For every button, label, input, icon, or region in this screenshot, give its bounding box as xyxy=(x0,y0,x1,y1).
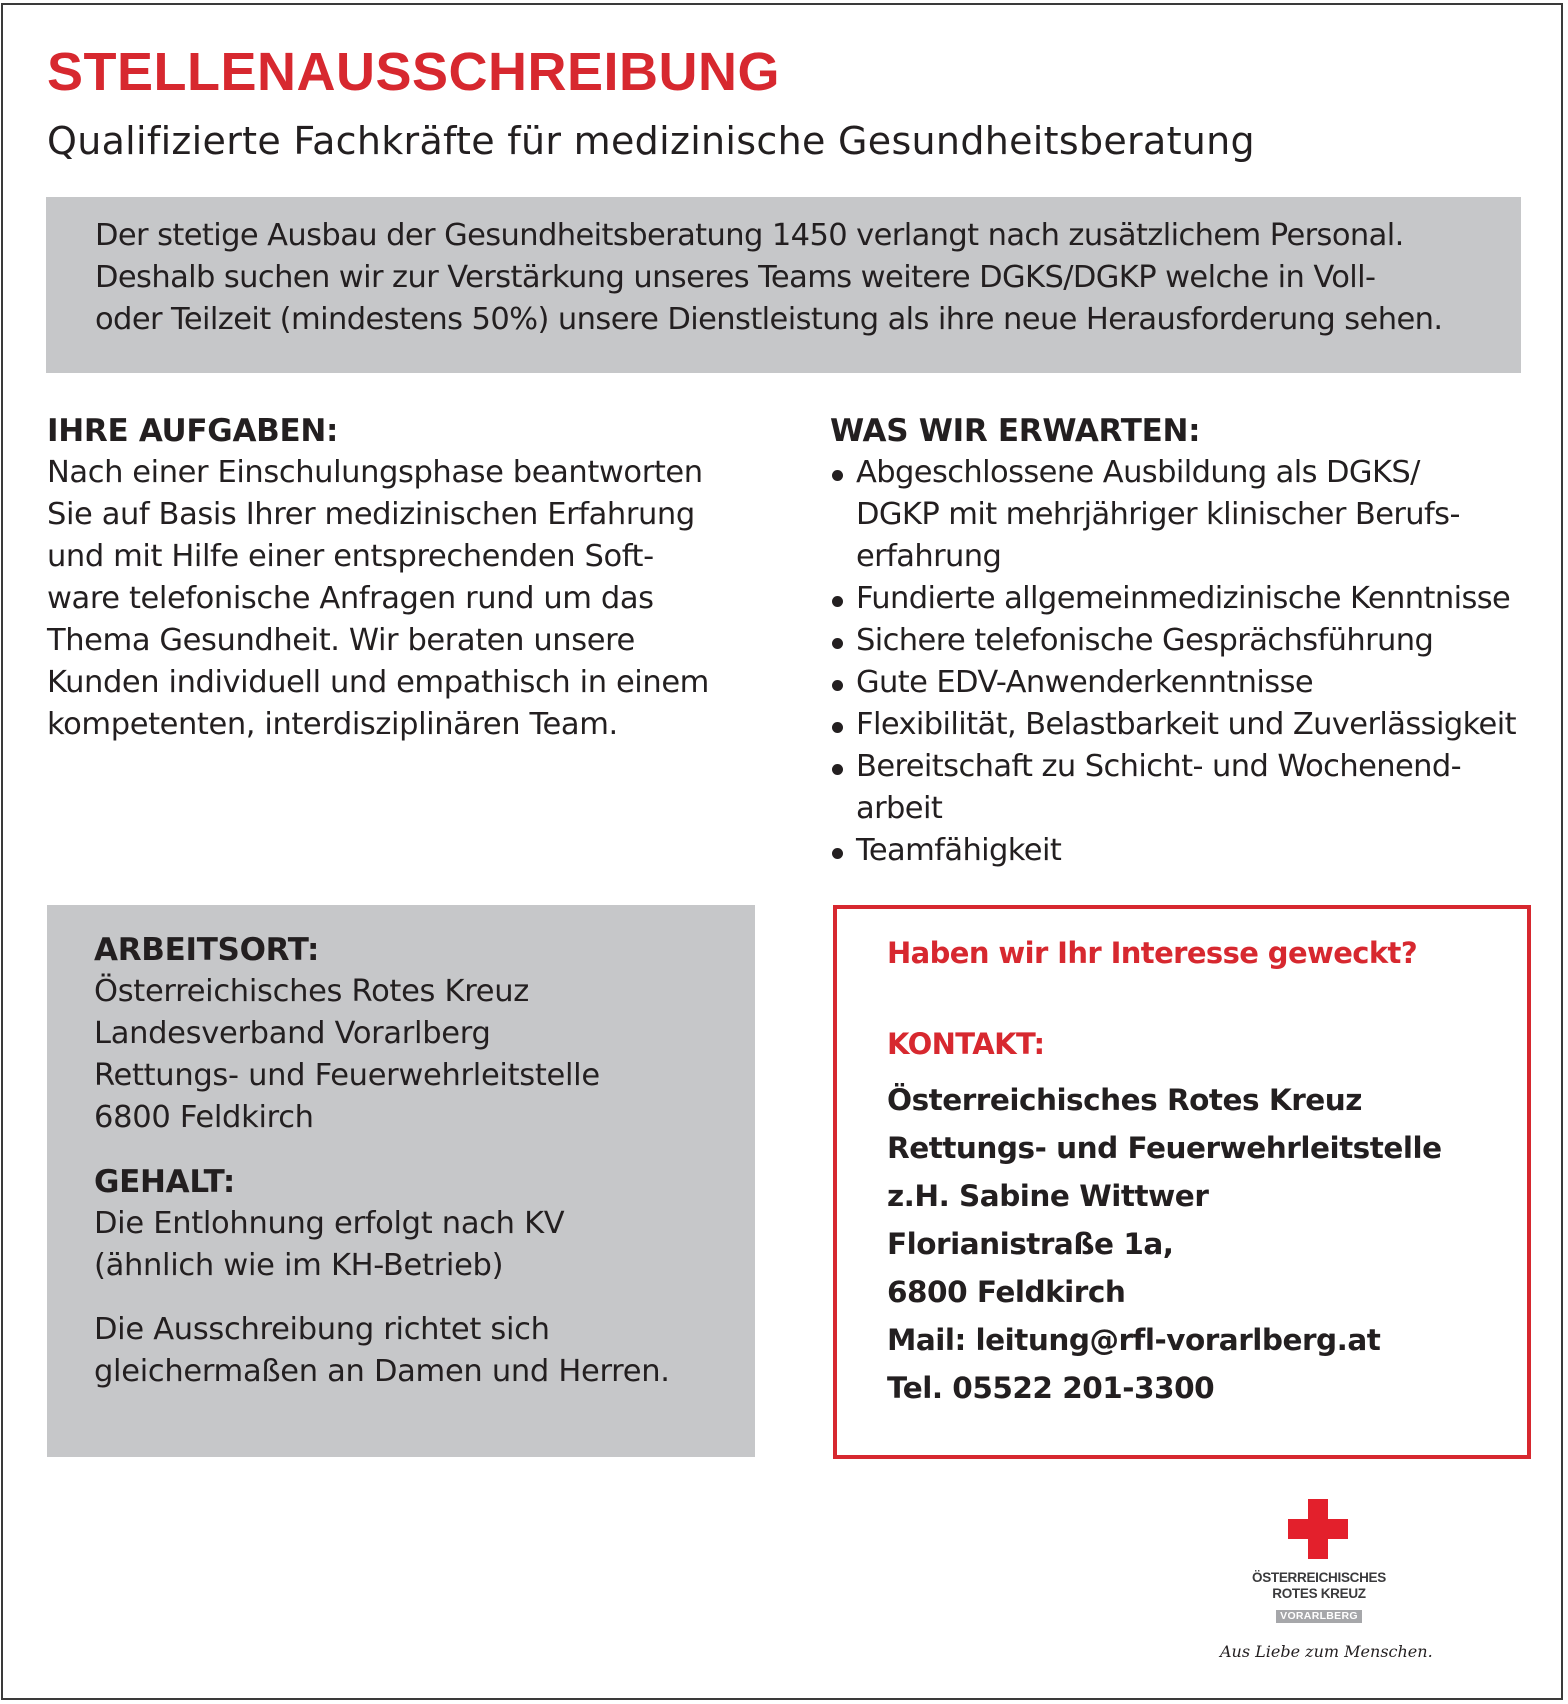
bullet-icon xyxy=(832,722,843,733)
expectation-line: Fundierte allgemeinmedizinische Kenntnisse xyxy=(856,581,1511,616)
tasks-section xyxy=(47,410,767,746)
logo-tagline: Aus Liebe zum Menschen. xyxy=(1220,1642,1433,1661)
expectation-line: Teamfähigkeit xyxy=(856,833,1062,868)
contact-street: Florianistraße 1a, xyxy=(887,1227,1174,1261)
bullet-icon xyxy=(832,764,843,775)
expectation-line: Abgeschlossene Ausbildung als DGKS/ xyxy=(856,455,1420,490)
tasks-heading: IHRE AUFGABEN: xyxy=(47,413,339,449)
expectations-heading: WAS WIR ERWARTEN: xyxy=(830,413,1201,449)
salary-line: Die Entlohnung erfolgt nach KV xyxy=(94,1206,565,1241)
contact-phone[interactable]: Tel. 05522 201-3300 xyxy=(887,1371,1215,1405)
expectations-section xyxy=(830,410,1550,872)
expectation-item xyxy=(830,662,1550,704)
intro-line: Der stetige Ausbau der Gesundheitsberatung 1450 verlangt nach zusätzlichem Personal. xyxy=(95,218,1404,253)
workplace-salary-panel xyxy=(47,905,755,1457)
workplace-line: 6800 Feldkirch xyxy=(94,1100,314,1135)
page-title: STELLENAUSSCHREIBUNG xyxy=(47,42,781,102)
intro-panel xyxy=(46,197,1521,373)
contact-heading: KONTAKT: xyxy=(887,1027,1045,1061)
expectation-line: erfahrung xyxy=(856,539,1002,574)
expectation-line: DGKP mit mehrjähriger klinischer Berufs- xyxy=(856,497,1460,532)
logo-region-badge: VORARLBERG xyxy=(1276,1610,1362,1623)
bullet-icon xyxy=(832,596,843,607)
contact-question: Haben wir Ihr Interesse geweckt? xyxy=(887,936,1418,970)
expectation-line: Flexibilität, Belastbarkeit und Zuverlässigkeit xyxy=(856,707,1516,742)
tasks-line: Nach einer Einschulungsphase beantworten xyxy=(47,455,703,490)
intro-line: oder Teilzeit (mindestens 50%) unsere Dienstleistung als ihre neue Herausforderung sehen. xyxy=(95,302,1443,337)
contact-city: 6800 Feldkirch xyxy=(887,1275,1126,1309)
bullet-icon xyxy=(832,470,843,481)
expectation-line: Gute EDV-Anwenderkenntnisse xyxy=(856,665,1314,700)
page-subtitle: Qualifizierte Fachkräfte für medizinische Gesundheitsberatung xyxy=(47,119,1255,163)
tasks-line: und mit Hilfe einer entsprechenden Soft- xyxy=(47,539,654,574)
expectation-item xyxy=(830,830,1550,872)
contact-email[interactable]: Mail: leitung@rfl-vorarlberg.at xyxy=(887,1323,1381,1357)
expectation-line: Sichere telefonische Gesprächsführung xyxy=(856,623,1434,658)
salary-line: (ähnlich wie im KH-Betrieb) xyxy=(94,1248,504,1283)
expectation-item xyxy=(830,704,1550,746)
workplace-line: Landesverband Vorarlberg xyxy=(94,1016,491,1051)
tasks-line: Sie auf Basis Ihrer medizinischen Erfahrung xyxy=(47,497,695,532)
salary-block xyxy=(94,1161,735,1287)
tasks-line: ware telefonische Anfragen rund um das xyxy=(47,581,654,616)
workplace-heading: ARBEITSORT: xyxy=(94,932,320,968)
intro-line: Deshalb suchen wir zur Verstärkung unseres Teams weitere DGKS/DGKP welche in Voll- xyxy=(95,260,1376,295)
equality-note-block xyxy=(94,1309,735,1393)
equality-note-line: gleichermaßen an Damen und Herren. xyxy=(94,1354,670,1389)
contact-department: Rettungs- und Feuerwehrleitstelle xyxy=(887,1131,1442,1165)
logo-text-line1: ÖSTERREICHISCHES xyxy=(1252,1570,1386,1585)
logo-text-line2: ROTES KREUZ xyxy=(1272,1586,1366,1601)
tasks-line: kompetenten, interdisziplinären Team. xyxy=(47,707,618,742)
contact-details xyxy=(887,1076,1507,1412)
bullet-icon xyxy=(832,848,843,859)
bullet-icon xyxy=(832,638,843,649)
expectation-line: arbeit xyxy=(856,791,943,826)
salary-heading: GEHALT: xyxy=(94,1164,235,1200)
workplace-block xyxy=(94,929,735,1139)
contact-panel xyxy=(833,905,1531,1459)
red-cross-icon xyxy=(1288,1499,1348,1559)
contact-organization: Österreichisches Rotes Kreuz xyxy=(887,1083,1362,1117)
contact-person: z.H. Sabine Wittwer xyxy=(887,1179,1209,1213)
tasks-line: Thema Gesundheit. Wir beraten unsere xyxy=(47,623,635,658)
tasks-line: Kunden individuell und empathisch in einem xyxy=(47,665,709,700)
expectation-item xyxy=(830,578,1550,620)
workplace-line: Rettungs- und Feuerwehrleitstelle xyxy=(94,1058,600,1093)
equality-note-line: Die Ausschreibung richtet sich xyxy=(94,1312,550,1347)
red-cross-logo xyxy=(1220,1496,1433,1676)
expectation-item xyxy=(830,746,1550,830)
expectation-item xyxy=(830,620,1550,662)
workplace-line: Österreichisches Rotes Kreuz xyxy=(94,974,530,1009)
expectation-line: Bereitschaft zu Schicht- und Wochenend- xyxy=(856,749,1462,784)
bullet-icon xyxy=(832,680,843,691)
expectation-item xyxy=(830,452,1550,578)
